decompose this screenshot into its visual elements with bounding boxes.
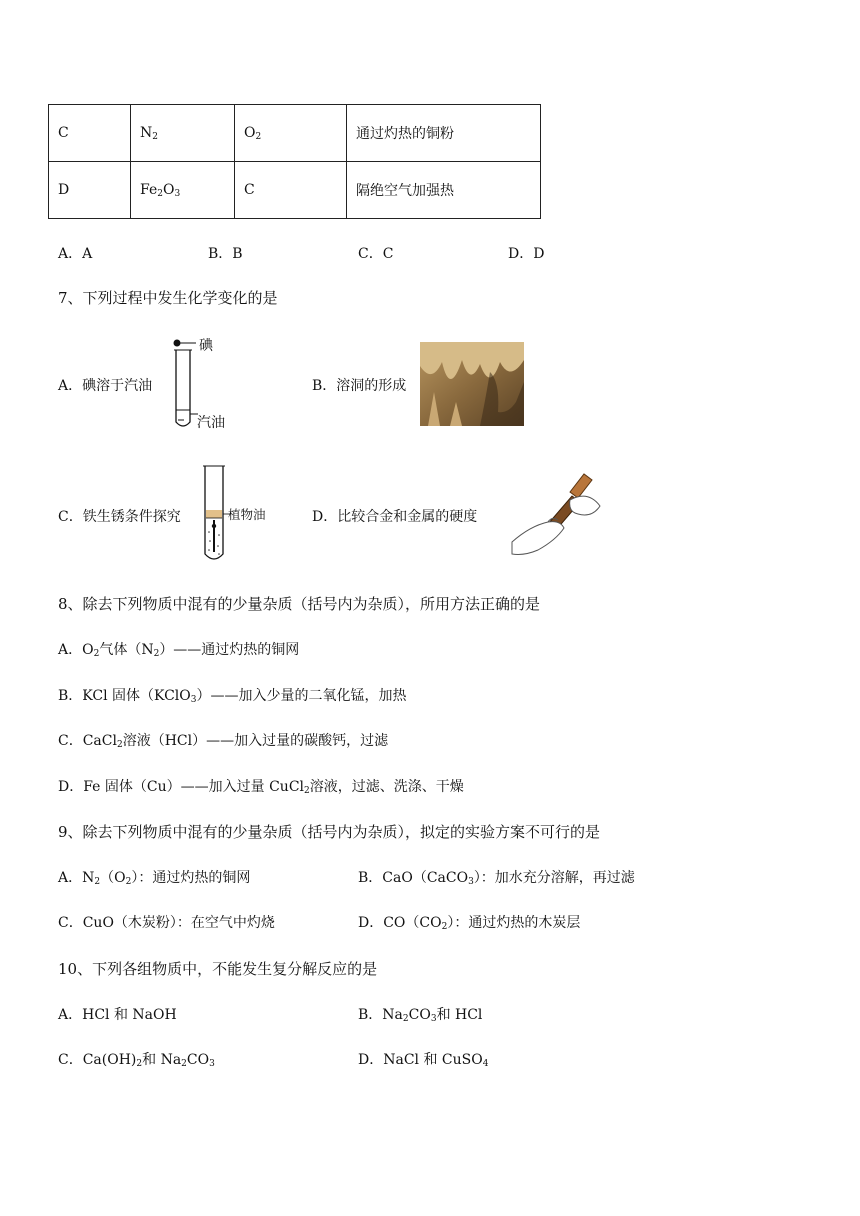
q8-stem: 8、除去下列物质中混有的少量杂质（括号内为杂质），所用方法正确的是 (58, 595, 541, 613)
q8-option-c: C．CaCl$_2$溶液（HCl）——加入过量的碳酸钙，过滤 (58, 733, 389, 750)
answer-table (48, 104, 541, 219)
table-cell: 通过灼热的铜粉 (347, 105, 541, 162)
q9-option-a: A．$N_2(O_2)$：通过灼热的铜网 (58, 870, 251, 887)
table-cell: 隔绝空气加强热 (347, 162, 541, 219)
q7-option-d: D．比较合金和金属的硬度 (312, 509, 478, 525)
q8-option-b: B．KCl 固体（KClO$_3$）——加入少量的二氧化锰，加热 (58, 688, 407, 705)
q6-option-a: A．A (58, 246, 93, 262)
table-cell: $N_2$ (131, 105, 235, 162)
q6-option-d: D．D (508, 246, 545, 262)
iodine-label: 碘 (199, 338, 213, 354)
q10-stem: 10、下列各组物质中，不能发生复分解反应的是 (58, 960, 378, 978)
table-cell: C (49, 105, 131, 162)
q10-option-d: D．NaCl 和 CuSO$_4$ (358, 1052, 489, 1069)
q9-option-b: B．CaO（CaCO$_3$）：加水充分溶解，再过滤 (358, 870, 635, 887)
q9-option-c: C．CuO（木炭粉）：在空气中灼烧 (58, 915, 275, 931)
q6-option-b: B．B (208, 246, 243, 262)
table-row (49, 105, 541, 162)
q9-option-d: D．$CO(CO_2)$：通过灼热的木炭层 (358, 915, 581, 932)
gasoline-label: 汽油 (197, 415, 225, 431)
q7-option-c: C．铁生锈条件探究 (58, 509, 181, 525)
q9-stem: 9、除去下列物质中混有的少量杂质（括号内为杂质），拟定的实验方案不可行的是 (58, 823, 601, 841)
q10-option-b: B．$Na_2CO_3$和 HCl (358, 1007, 483, 1024)
q10-option-a: A．HCl 和 NaOH (58, 1007, 177, 1023)
table-cell: $Fe_2O_3$ (131, 162, 235, 219)
q6-option-c: C．C (358, 246, 394, 262)
cave-photo-icon (420, 342, 524, 426)
q8-option-d: D．Fe 固体（Cu）——加入过量 CuCl$_2$溶液，过滤、洗涤、干燥 (58, 779, 464, 796)
table-cell: C (235, 162, 347, 219)
q7-option-b: B．溶洞的形成 (312, 378, 407, 394)
vegetable-oil-label: 植物油 (228, 507, 266, 522)
table-cell: D (49, 162, 131, 219)
q8-option-a: A．$O_2$气体$(N_2)——$通过灼热的铜网 (58, 642, 300, 659)
table-row (49, 162, 541, 219)
table-cell: $O_2$ (235, 105, 347, 162)
hardness-comparison-icon (508, 466, 608, 560)
q7-stem: 7、下列过程中发生化学变化的是 (58, 289, 278, 307)
q10-option-c: C．$Ca(OH)_2$和 $Na_2CO_3$ (58, 1052, 215, 1069)
q7-option-a: A．碘溶于汽油 (58, 378, 153, 394)
